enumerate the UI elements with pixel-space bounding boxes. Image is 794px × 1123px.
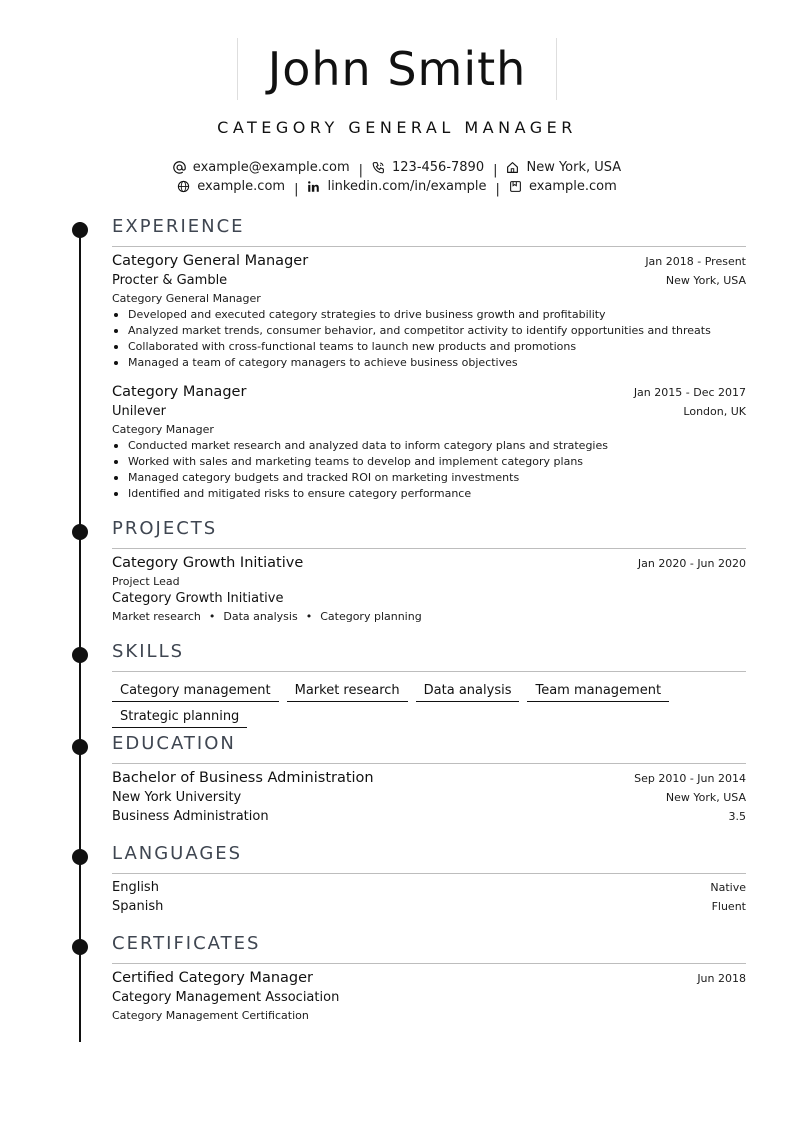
job-location: London, UK	[683, 405, 746, 418]
education-school: New York University	[112, 790, 242, 805]
language-row	[112, 899, 746, 914]
project-header	[112, 555, 746, 571]
job-position: Category Manager	[112, 384, 247, 400]
skill-tag: Data analysis	[416, 682, 520, 702]
section-heading-projects: PROJECTS	[112, 518, 218, 539]
job-company: Procter & Gamble	[112, 273, 228, 288]
language-name: Spanish	[112, 899, 164, 914]
education-gpa: 3.5	[728, 810, 746, 823]
job-bullet: Analyzed market trends, consumer behavior, and competitor activity to identify opportunities and threats	[112, 323, 746, 339]
keyword-separator: •	[208, 610, 216, 623]
portfolio-icon	[509, 180, 522, 193]
job-dates: Jan 2015 - Dec 2017	[633, 386, 746, 399]
job-subtitle-row	[112, 423, 746, 436]
project-description-row	[112, 591, 746, 606]
skills-list	[112, 679, 746, 731]
certificate-description: Category Management Certification	[112, 1009, 309, 1022]
section-heading-skills: SKILLS	[112, 641, 185, 662]
project-keyword: Category planning	[320, 610, 422, 623]
job-company-row	[112, 404, 746, 419]
job-dates: Jan 2018 - Present	[645, 255, 746, 268]
job-bullet: Managed a team of category managers to achieve business objectives	[112, 355, 746, 371]
section-rule	[112, 246, 746, 247]
contact-separator: |	[495, 182, 500, 197]
section-rule	[112, 671, 746, 672]
globe-icon	[177, 180, 190, 193]
certificate-header	[112, 970, 746, 986]
job-location: New York, USA	[665, 274, 746, 287]
project-keyword: Data analysis	[223, 610, 298, 623]
language-level: Fluent	[711, 900, 746, 913]
timeline-dot-experience	[72, 222, 88, 238]
job-bullet: Managed category budgets and tracked ROI on marketing investments	[112, 470, 746, 486]
contact-location: New York, USA	[506, 160, 621, 175]
job-subtitle: Category Manager	[112, 423, 214, 436]
education-location: New York, USA	[665, 791, 746, 804]
job-bullets	[112, 307, 746, 371]
job-bullet: Developed and executed category strategies to drive business growth and profitability	[112, 307, 746, 323]
job-position: Category General Manager	[112, 253, 309, 269]
job-title: CATEGORY GENERAL MANAGER	[217, 118, 577, 137]
header	[0, 38, 794, 100]
timeline-dot-certificates	[72, 939, 88, 955]
job-company: Unilever	[112, 404, 167, 419]
candidate-name: John Smith	[237, 38, 558, 100]
timeline-dot-projects	[72, 524, 88, 540]
home-icon	[506, 161, 519, 174]
skill-tag: Market research	[287, 682, 408, 702]
contact-portfolio[interactable]: example.com	[509, 179, 617, 194]
timeline-dot-languages	[72, 849, 88, 865]
job-bullets	[112, 438, 746, 502]
project-keyword: Market research	[112, 610, 201, 623]
certificate-issuer: Category Management Association	[112, 990, 340, 1005]
education-field-row	[112, 809, 746, 824]
certificate-name: Certified Category Manager	[112, 970, 313, 986]
skill-tag: Category management	[112, 682, 279, 702]
phone-icon	[372, 161, 385, 174]
section-rule	[112, 873, 746, 874]
job-company-row	[112, 273, 746, 288]
at-icon	[173, 161, 186, 174]
contact-separator: |	[358, 163, 363, 178]
project-dates: Jan 2020 - Jun 2020	[637, 557, 746, 570]
section-rule	[112, 548, 746, 549]
contact-row-1	[0, 160, 794, 178]
project-description: Category Growth Initiative	[112, 591, 284, 606]
education-field: Business Administration	[112, 809, 269, 824]
job-bullet: Identified and mitigated risks to ensure category performance	[112, 486, 746, 502]
section-rule	[112, 963, 746, 964]
linkedin-icon	[307, 180, 320, 193]
language-level: Native	[710, 881, 746, 894]
job-bullet: Conducted market research and analyzed data to inform category plans and strategies	[112, 438, 746, 454]
job-subtitle-row	[112, 292, 746, 305]
education-degree: Bachelor of Business Administration	[112, 770, 374, 786]
section-heading-certificates: CERTIFICATES	[112, 933, 261, 954]
section-heading-experience: EXPERIENCE	[112, 216, 245, 237]
contact-website[interactable]: example.com	[177, 179, 285, 194]
certificate-issuer-row	[112, 990, 746, 1005]
contact-phone[interactable]: 123-456-7890	[372, 160, 484, 175]
project-keywords	[112, 610, 422, 623]
education-dates: Sep 2010 - Jun 2014	[634, 772, 746, 785]
section-rule	[112, 763, 746, 764]
education-school-row	[112, 790, 746, 805]
job-subtitle: Category General Manager	[112, 292, 261, 305]
certificate-date: Jun 2018	[697, 972, 746, 985]
contact-linkedin[interactable]: linkedin.com/in/example	[307, 179, 486, 194]
contact-email[interactable]: example@example.com	[173, 160, 350, 175]
skill-tag: Strategic planning	[112, 708, 247, 728]
job-bullet: Collaborated with cross-functional teams to launch new products and promotions	[112, 339, 746, 355]
contact-separator: |	[294, 182, 299, 197]
project-role: Project Lead	[112, 575, 180, 588]
job-bullet: Worked with sales and marketing teams to develop and implement category plans	[112, 454, 746, 470]
timeline-dot-skills	[72, 647, 88, 663]
timeline-line	[79, 222, 81, 1042]
certificate-description-row	[112, 1009, 746, 1022]
language-name: English	[112, 880, 159, 895]
contact-row-2	[0, 179, 794, 197]
contact-separator: |	[493, 163, 498, 178]
job-header	[112, 253, 746, 269]
section-heading-languages: LANGUAGES	[112, 843, 243, 864]
education-header	[112, 770, 746, 786]
keyword-separator: •	[305, 610, 313, 623]
language-row	[112, 880, 746, 895]
project-role-row	[112, 575, 746, 588]
job-header	[112, 384, 746, 400]
skill-tag: Team management	[527, 682, 669, 702]
timeline-dot-education	[72, 739, 88, 755]
project-name: Category Growth Initiative	[112, 555, 304, 571]
section-heading-education: EDUCATION	[112, 733, 236, 754]
